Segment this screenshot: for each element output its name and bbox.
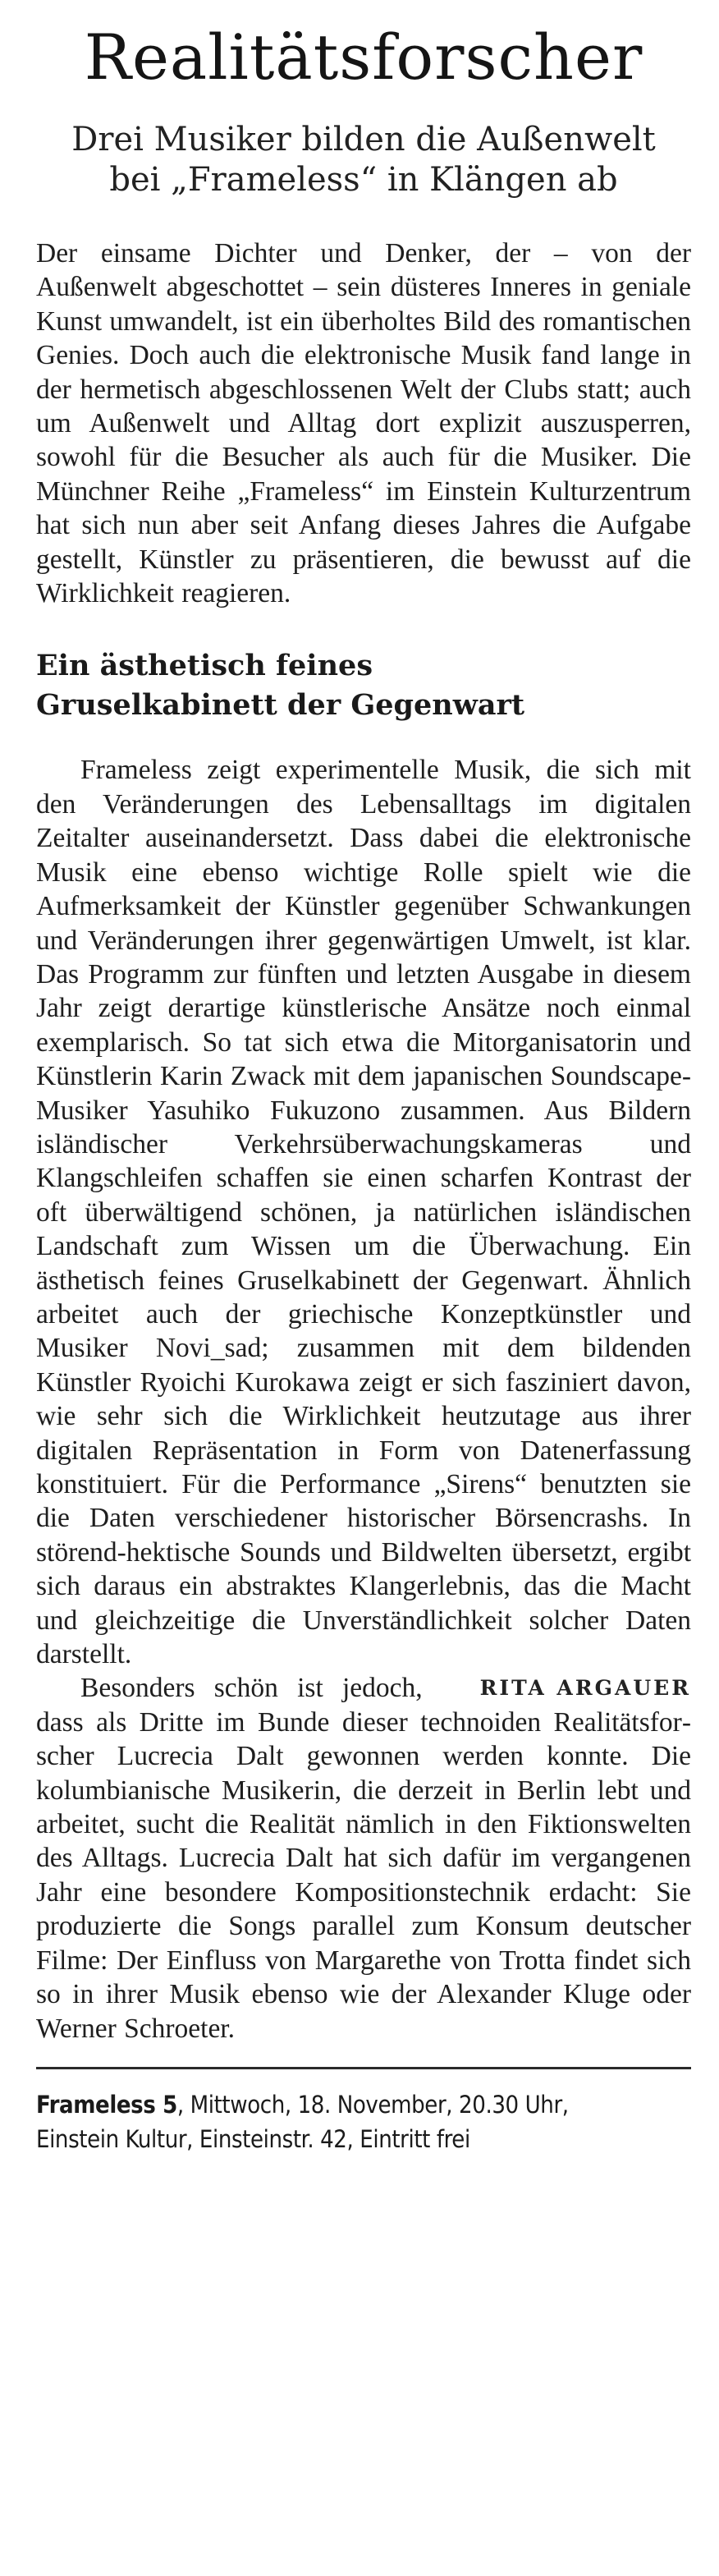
intro-paragraph-block (36, 236, 691, 610)
article-body (36, 753, 691, 2045)
event-name: Frameless 5 (36, 2090, 177, 2119)
intro-paragraph: Der einsame Dichter und Denker, der – von der Außenwelt abgeschottet – sein düsteres Inneres in geniale Kunst umwandelt, ist ein überholtes Bild des romantischen Genies. Doch auch die elektronische Musik fand lange in der hermetisch abgeschlossenen Welt der Clubs statt; auch um Außenwelt und Alltag dort explizit auszusperren, sowohl für die Besucher als auch für die Musiker. Die Münchner Reihe „Frameless“ im Einstein Kulturzentrum hat sich nun aber seit Anfang dieses Jahres die Aufgabe gestellt, Künstler zu präsentieren, die bewusst auf die Wirklichkeit reagieren. (36, 238, 691, 609)
subheadline (36, 120, 691, 200)
crosshead (36, 646, 691, 725)
body-paragraph-1: Frameless zeigt experimentelle Musik, die sich mit den Veränderungen des Lebensalltags im digitalen Zeitalter auseinandersetzt. Dass dabei die elektronische Musik eine ebenso wichtige Rolle spielt wie die Aufmerksamkeit der Künstler gegenüber Schwankungen und Veränderungen ihrer gegenwärtigen Umwelt, ist klar. Das Programm zur fünften und letzten Ausgabe in diesem Jahr zeigt derartige künstlerische Ansätze noch einmal exemplarisch. So tat sich etwa die Mitorganisatorin und Künstlerin Karin Zwack mit dem japanischen Soundscape-Musiker Yasuhiko Fukuzono zusammen. Aus Bildern isländischer Verkehrsüberwachungskameras und Klangschleifen schaffen sie einen scharfen Kontrast der oft überwältigend schönen, ja natürlichen isländischen Landschaft zum Wissen um die Überwachung. Ein ästhetisch feines Gruselkabinett der Gegenwart. Ähnlich arbeitet auch der griechische Konzeptkünstler und Musiker Novi_sad; zusammen mit dem bildenden Künstler Ryoichi Kurokawa zeigt er sich fasziniert davon, wie sehr sich die Wirklichkeit heutzutage aus ihrer digitalen Repräsentation in Form von Datenerfassung konstituiert. Für die Performance „Sirens“ benutzten sie die Daten verschiedener historischer Börsencrashs. In störend-hektische Sounds und Bildwelten übersetzt, ergibt sich daraus ein abstraktes Klangerlebnis, das die Macht und gleichzeitige die Unverständlichkeit solcher Daten darstellt. (36, 755, 691, 1670)
body-paragraph-2-text: Besonders schön ist jedoch, dass als Dritte im Bunde dieser technoiden Realitätsforscher Lucrecia Dalt gewonnen werden konnte. Die kolumbianische Musikerin, die derzeit in Berlin lebt und arbeitet, sucht die Realität nämlich in den Fiktionswelten des Alltags. Lucrecia Dalt hat sich dafür im vergangenen Jahr eine besondere Kompositionstechnik erdacht: Sie produzierte die Songs parallel zum Konsum deutscher Filme: Der Einfluss von Margarethe von Trotta findet sich so in ihrer Musik ebenso wie der Alexander Kluge oder Werner Schroeter. (36, 1673, 691, 2044)
crosshead-line-2: Gruselkabinett der Gegenwart (36, 688, 525, 723)
byline: RITA ARGAUER (479, 1676, 691, 1701)
event-date-time: , Mittwoch, 18. November, 20.30 Uhr, (176, 2090, 569, 2119)
crosshead-line-1: Ein ästhetisch feines (36, 649, 373, 683)
divider-rule (36, 2067, 691, 2069)
event-info-line-1 (36, 2087, 691, 2122)
body-paragraph-2 (36, 1671, 691, 2045)
headline: Realitätsforscher (84, 21, 643, 94)
event-info-line-2: Einstein Kultur, Einsteinstr. 42, Eintritt frei (36, 2124, 470, 2153)
subheadline-line-2: bei „Frameless“ in Klängen ab (109, 161, 618, 199)
event-info-box (36, 2087, 691, 2156)
subheadline-line-1: Drei Musiker bilden die Außenwelt (71, 121, 656, 158)
